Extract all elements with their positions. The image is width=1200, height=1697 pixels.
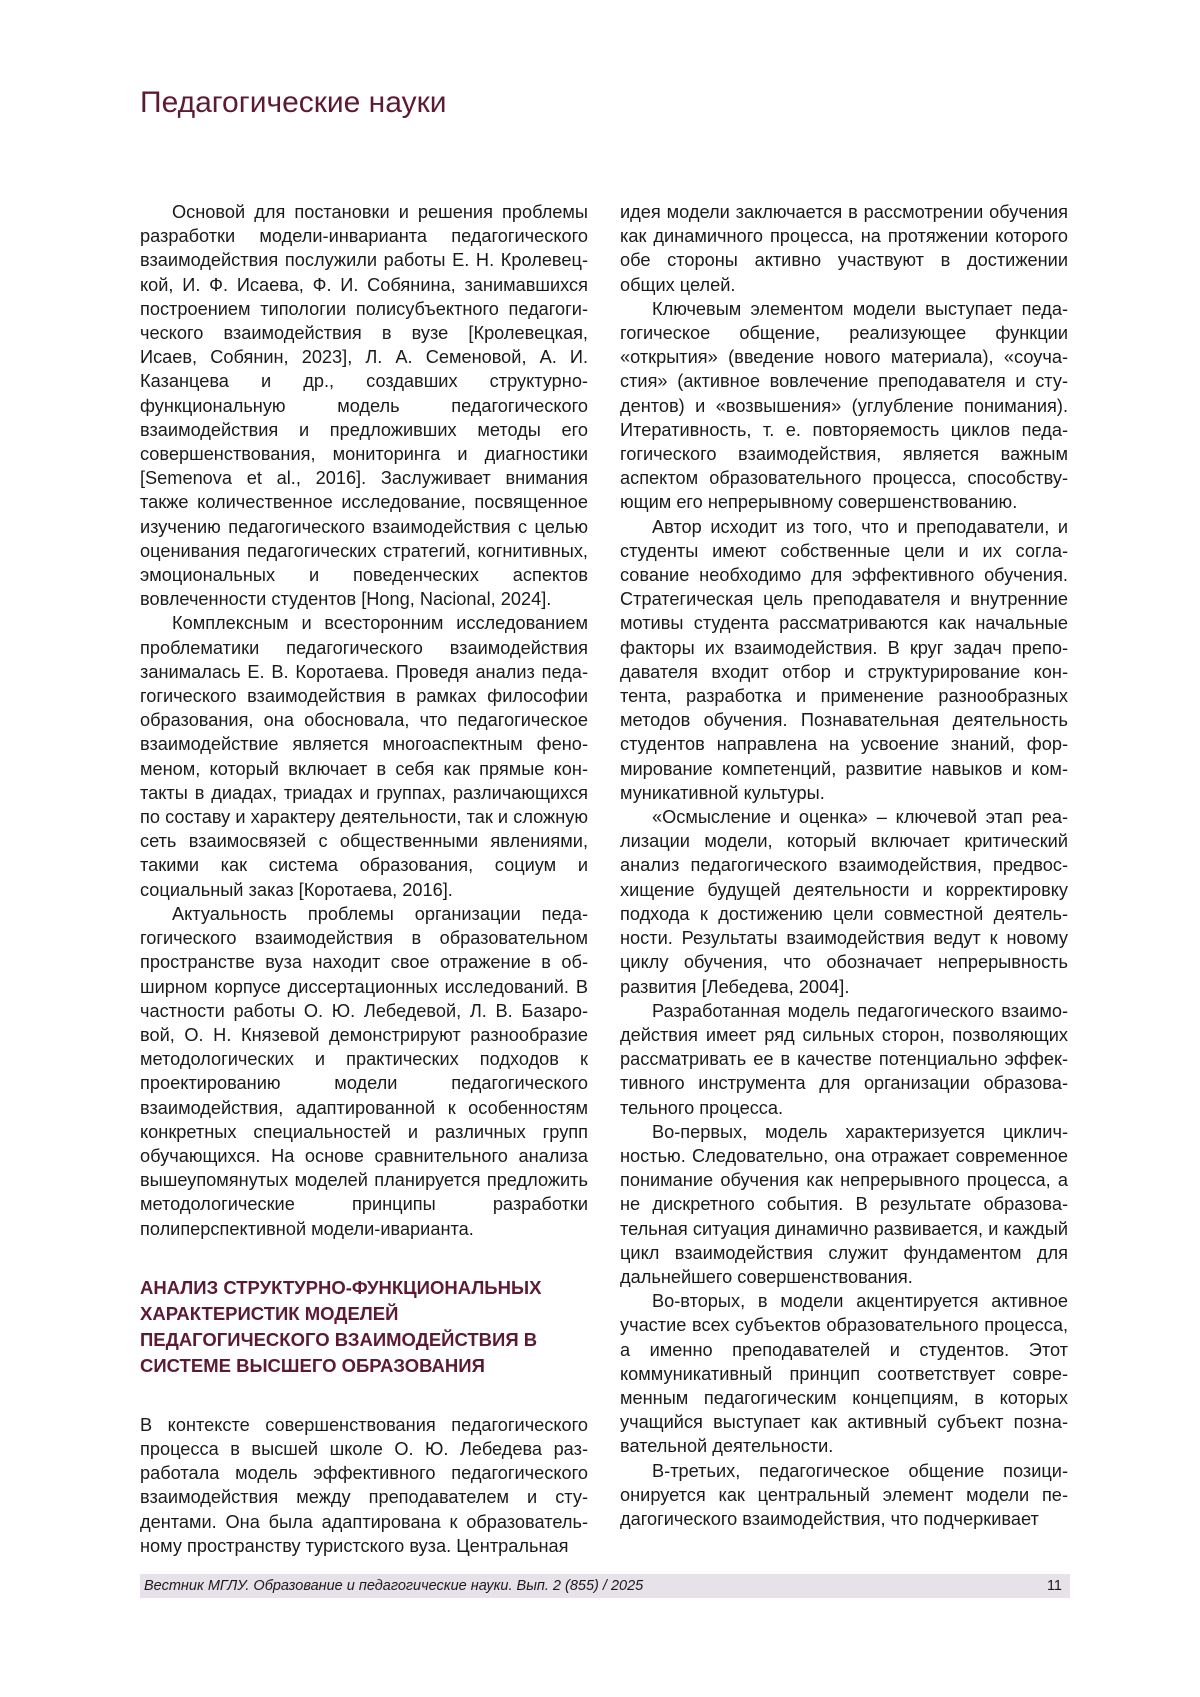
paragraph: В контексте совершенствования педагогического процесса в высшей школе О. Ю. Лебедева разработала модель эффективного педагогического взаимодействия между преподавателем и студентами. Она была адаптирована к образовательному пространству туристского вуза. Центральная xyxy=(140,1414,588,1556)
paragraph: Основой для постановки и решения проблемы разработки модели-инварианта педагогического взаимодействия послужили работы Е. Н. Кролевецкой, И. Ф. Исаева, Ф. И. Собянина, занимавшихся построением типологии полисубъектного педагогического взаимодействия в вузе [Кролевецкая, Исаев, Собянин, 2023], Л. А. Семеновой, А. И. Казанцева и др., создавших структурно-функциональную модель педагогического взаимодействия и предложивших методы его совершенствования, мониторинга и диагностики [Semenova et al., 2016]. Заслуживает внимания также количественное исследование, посвященное изучению педагогического взаимодействия с целью оценивания педагогических стратегий, когнитивных, эмоциональных и поведенческих аспектов вовлеченности студентов [Hong, Nacional, 2024]. xyxy=(140,202,588,610)
paragraph: Во-вторых, в модели акцентируется активное участие всех субъектов образовательного процесса, а именно преподавателей и студентов. Этот коммуникативный принцип соответствует современным педагогическим концепциям, в которых учащийся выступает как активный субъект познавательной деятельности. xyxy=(620,1291,1068,1457)
paragraph: Разработанная модель педагогического взаимодействия имеет ряд сильных сторон, позволяющих рассматривать ее в качестве потенциально эффективного инструмента для организации образовательного процесса. xyxy=(620,1000,1068,1118)
paragraph: Ключевым элементом модели выступает педагогическое общение, реализующее функции «открытия» (введение нового материала), «соучастия» (активное вовлечение преподавателя и студентов) и «возвышения» (углубление понимания). Итеративность, т. е. повторяемость циклов педагогического взаимодействия, является важным аспектом образовательного процесса, способствующим его непрерывному совершенствованию. xyxy=(620,298,1068,513)
right-column xyxy=(620,200,1068,1531)
paragraph: идея модели заключается в рассмотрении обучения как динамичного процесса, на протяжении которого обе стороны активно участвуют в достижении общих целей. xyxy=(620,202,1068,295)
section-header: Педагогические науки xyxy=(140,86,447,119)
page-footer xyxy=(140,1574,1070,1598)
paragraph: Автор исходит из того, что и преподаватели, и студенты имеют собственные цели и их согласование необходимо для эффективного обучения. Стратегическая цель преподавателя и внутренние мотивы студента рассматриваются как начальные факторы их взаимодействия. В круг задач преподавателя входит отбор и структурирование контента, разработка и применение разнообразных методов обучения. Познавательная деятельность студентов направлена на усвоение знаний, формирование компетенций, развитие навыков и коммуникативной культуры. xyxy=(620,516,1068,803)
paragraph: В-третьих, педагогическое общение позиционируется как центральный элемент модели педагогического взаимодействия, что подчеркивает xyxy=(620,1460,1068,1529)
section-heading: АНАЛИЗ СТРУКТУРНО-ФУНКЦИОНАЛЬНЫХ ХАРАКТЕРИСТИК МОДЕЛЕЙ ПЕДАГОГИЧЕСКОГО ВЗАИМОДЕЙСТВИЯ В СИСТЕМЕ ВЫСШЕГО ОБРАЗОВАНИЯ xyxy=(140,1276,542,1376)
journal-citation: Вестник МГЛУ. Образование и педагогические науки. Вып. 2 (855) / 2025 xyxy=(144,1578,644,1594)
page-number: 11 xyxy=(1046,1578,1062,1594)
paragraph: Во-первых, модель характеризуется цикличностью. Следовательно, она отражает современное понимание обучения как непрерывного процесса, а не дискретного события. В результате образовательная ситуация динамично развивается, и каждый цикл взаимодействия служит фундаментом для дальнейшего совершенствования. xyxy=(620,1121,1068,1287)
paragraph: Комплексным и всесторонним исследованием проблематики педагогического взаимодействия занималась Е. В. Коротаева. Проведя анализ педагогического взаимодействия в рамках философии образования, она обосновала, что педагогическое взаимодействие является многоаспектным феноменом, который включает в себя как прямые контакты в диадах, триадах и группах, различающихся по составу и характеру деятельности, так и сложную сеть взаимосвязей с общественными явлениями, такими как система образования, социум и социальный заказ [Коротаева, 2016]. xyxy=(140,613,588,900)
paragraph: Актуальность проблемы организации педагогического взаимодействия в образовательном пространстве вуза находит свое отражение в обширном корпусе диссертационных исследований. В частности работы О. Ю. Лебедевой, Л. В. Базаровой, О. Н. Князевой демонстрируют разнообразие методологических и практических подходов к проектированию модели педагогического взаимодействия, адаптированной к особенностям конкретных специальностей и различных групп обучающихся. На основе сравнительного анализа вышеупомянутых моделей планируется предложить методологические принципы разработки полиперспективной модели-иварианта. xyxy=(140,903,588,1239)
paragraph: «Осмысление и оценка» – ключевой этап реализации модели, который включает критический анализ педагогического взаимодействия, предвосхищение будущей деятельности и корректировку подхода к достижению цели совместной деятельности. Результаты взаимодействия ведут к новому циклу обучения, что обозначает непрерывность развития [Лебедева, 2004]. xyxy=(620,807,1068,997)
left-column xyxy=(140,200,588,1558)
